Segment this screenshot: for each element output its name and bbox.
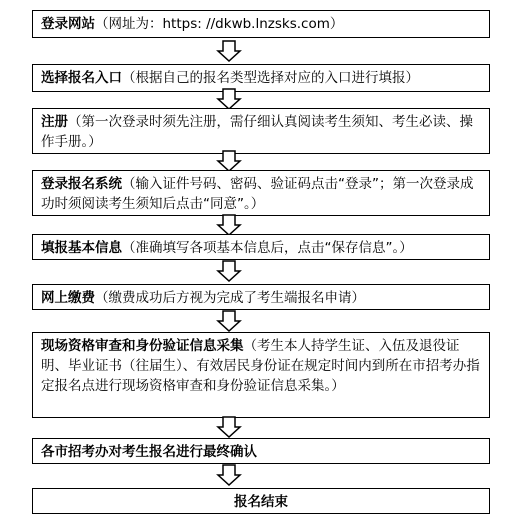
- step-select-entry: [32, 64, 490, 92]
- step-title: 网上缴费: [41, 290, 95, 306]
- down-arrow-icon: [216, 40, 242, 62]
- step-onsite-review: [32, 332, 490, 418]
- step-text: （网址为：https: //dkwb.lnzsks.com）: [95, 16, 344, 32]
- step-online-payment: [32, 284, 490, 310]
- step-title: 各市招考办对考生报名进行最终确认: [41, 444, 257, 460]
- down-arrow-icon: [216, 310, 242, 332]
- step-title: 登录网站: [41, 16, 95, 32]
- step-login-system: [32, 170, 490, 216]
- step-register: [32, 108, 490, 154]
- step-text: （根据自己的报名类型选择对应的入口进行填报）: [122, 70, 419, 86]
- down-arrow-icon: [216, 88, 242, 110]
- step-title: 现场资格审查和身份验证信息采集: [41, 338, 244, 354]
- step-login-website: [32, 10, 490, 38]
- down-arrow-icon: [216, 150, 242, 172]
- step-text: （输入证件号码、密码、验证码点击“登录”；第一次登录成功时须阅读考生须知后点击“同意”。）: [41, 176, 474, 212]
- down-arrow-icon: [216, 416, 242, 438]
- step-title: 填报基本信息: [41, 240, 122, 256]
- step-registration-end: [32, 488, 490, 514]
- down-arrow-icon: [216, 464, 242, 486]
- step-title: 登录报名系统: [41, 176, 122, 192]
- down-arrow-icon: [216, 214, 242, 236]
- step-final-confirmation: [32, 438, 490, 464]
- step-text: （准确填写各项基本信息后，点击“保存信息”。）: [122, 240, 413, 256]
- step-title: 选择报名入口: [41, 70, 122, 86]
- down-arrow-icon: [216, 260, 242, 282]
- step-text: （考生本人持学生证、入伍及退役证明、毕业证书（往届生）、有效居民身份证在规定时间内到所在市招考办指定报名点进行现场资格审查和身份验证信息采集。）: [41, 338, 480, 394]
- step-title: 报名结束: [234, 494, 288, 510]
- step-text: （缴费成功后方视为完成了考生端报名申请）: [95, 290, 365, 306]
- step-fill-basic-info: [32, 234, 490, 260]
- step-title: 注册: [41, 114, 68, 130]
- step-text: （第一次登录时须先注册，需仔细认真阅读考生须知、考生必读、操作手册。）: [41, 114, 473, 150]
